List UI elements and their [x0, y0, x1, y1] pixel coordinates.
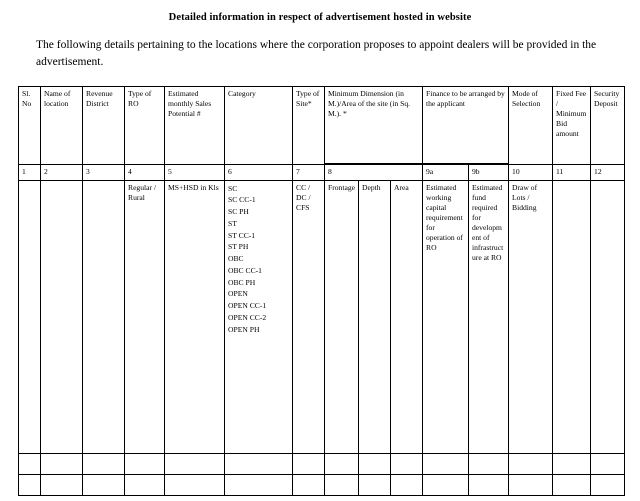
category-item: SC PH — [228, 207, 249, 217]
blank-cell — [423, 453, 469, 474]
blank-cell — [469, 474, 509, 495]
cell-mode-of-selection: Draw of Lots / Bidding — [509, 180, 553, 453]
blank-cell — [83, 453, 125, 474]
header-minimum-dimension: Minimum Dimension (in M.)/Area of the site (in Sq. M.). * — [325, 86, 423, 163]
header-mode-of-selection: Mode of Selection — [509, 86, 553, 164]
blank-cell — [225, 453, 293, 474]
table-header-row — [19, 86, 625, 163]
blank-cell — [125, 453, 165, 474]
colnum-9a: 9a — [423, 164, 469, 180]
blank-cell — [359, 453, 391, 474]
document-page — [0, 12, 640, 501]
cell-area: Area — [391, 180, 423, 453]
blank-cell — [423, 474, 469, 495]
category-item: SC CC-1 — [228, 195, 256, 205]
blank-cell — [41, 453, 83, 474]
blank-cell — [553, 474, 591, 495]
blank-cell — [553, 453, 591, 474]
blank-cell — [509, 474, 553, 495]
category-item: OPEN CC-1 — [228, 301, 267, 311]
colnum-11: 11 — [553, 164, 591, 180]
blank-cell — [325, 474, 359, 495]
blank-cell — [293, 474, 325, 495]
header-type-of-site: Type of Site* — [293, 86, 325, 164]
advertisement-details-table — [18, 86, 625, 496]
colnum-5: 5 — [165, 164, 225, 180]
blank-cell — [325, 453, 359, 474]
colnum-4: 4 — [125, 164, 165, 180]
colnum-12: 12 — [591, 164, 625, 180]
blank-cell — [469, 453, 509, 474]
category-item: OBC PH — [228, 277, 256, 287]
table-row — [19, 453, 625, 474]
blank-cell — [165, 474, 225, 495]
header-type-of-ro: Type of RO — [125, 86, 165, 164]
colnum-2: 2 — [41, 164, 83, 180]
header-category: Category — [225, 86, 293, 164]
page-title: Detailed information in respect of advertisement hosted in website — [168, 12, 472, 23]
category-item: SC — [228, 183, 238, 193]
cell-security-deposit — [591, 180, 625, 453]
header-fixed-fee: Fixed Fee / Minimum Bid amount — [553, 86, 591, 164]
header-revenue-district: Revenue District — [83, 86, 125, 164]
table-row — [19, 180, 625, 453]
blank-cell — [591, 453, 625, 474]
cell-sales-potential: MS+HSD in Kls — [165, 180, 225, 453]
colnum-7: 7 — [293, 164, 325, 180]
category-item: ST — [228, 218, 237, 228]
intro-paragraph: The following details pertaining to the locations where the corporation proposes to appoint dealers will be provided in the advertisement. — [36, 39, 597, 69]
colnum-9b: 9b — [469, 164, 509, 180]
colnum-6: 6 — [225, 164, 293, 180]
cell-finance-infrastructure: Estimated fund required for development of infrastructure at RO — [469, 180, 509, 453]
category-item: OPEN PH — [228, 324, 260, 334]
category-item: OBC CC-1 — [228, 265, 262, 275]
blank-cell — [391, 453, 423, 474]
category-item: OPEN CC-2 — [228, 312, 267, 322]
blank-cell — [225, 474, 293, 495]
colnum-10: 10 — [509, 164, 553, 180]
blank-cell — [391, 474, 423, 495]
header-name-of-location: Name of location — [41, 86, 83, 164]
header-finance: Finance to be arranged by the applicant — [423, 86, 509, 163]
cell-type-of-site: CC / DC / CFS — [293, 180, 325, 453]
blank-cell — [19, 474, 41, 495]
blank-cell — [41, 474, 83, 495]
colnum-1: 1 — [19, 164, 41, 180]
category-item: OBC — [228, 254, 244, 264]
blank-cell — [83, 474, 125, 495]
blank-cell — [19, 453, 41, 474]
cell-sl-no — [19, 180, 41, 453]
cell-revenue-district — [83, 180, 125, 453]
blank-cell — [125, 474, 165, 495]
header-security-deposit: Security Deposit — [591, 86, 625, 164]
colnum-8: 8 — [325, 164, 423, 180]
blank-cell — [293, 453, 325, 474]
column-number-row — [19, 164, 625, 180]
category-item: OPEN — [228, 289, 248, 299]
header-sales-potential: Estimated monthly Sales Potential # — [165, 86, 225, 164]
category-item: ST CC-1 — [228, 230, 256, 240]
cell-frontage: Frontage — [325, 180, 359, 453]
blank-cell — [165, 453, 225, 474]
blank-cell — [591, 474, 625, 495]
cell-finance-working-capital: Estimated working capital requirement for operation of RO — [423, 180, 469, 453]
cell-name-of-location — [41, 180, 83, 453]
cell-type-of-ro: Regular / Rural — [125, 180, 165, 453]
header-sl-no: Sl. No — [19, 86, 41, 164]
cell-depth: Depth — [359, 180, 391, 453]
cell-category-list — [225, 180, 293, 453]
colnum-3: 3 — [83, 164, 125, 180]
cell-fixed-fee — [553, 180, 591, 453]
category-list — [228, 183, 289, 336]
category-item: ST PH — [228, 242, 249, 252]
blank-cell — [509, 453, 553, 474]
blank-cell — [359, 474, 391, 495]
table-row — [19, 474, 625, 495]
